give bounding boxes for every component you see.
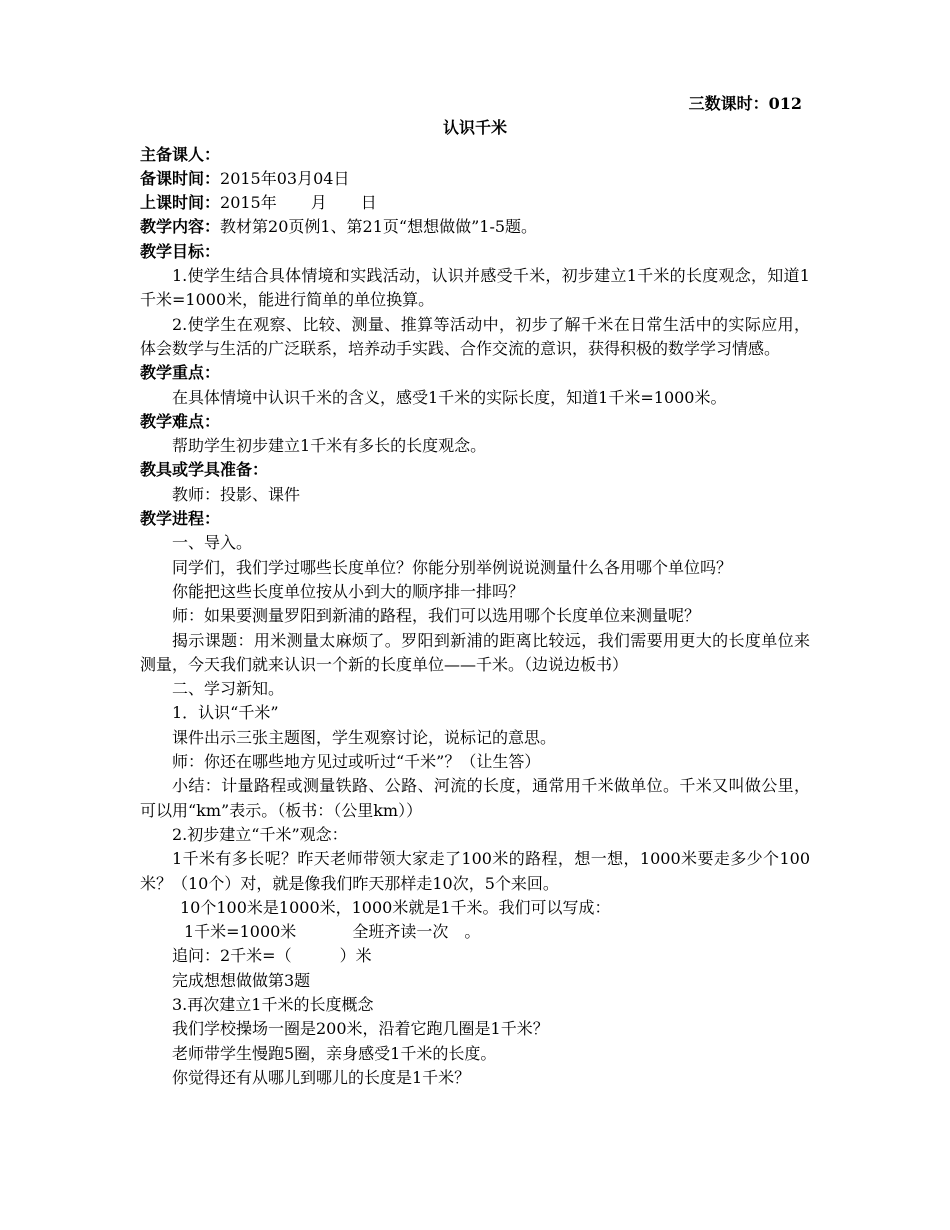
process-paragraph: 1．认识“千米” (172, 703, 279, 723)
process-paragraph: 10个100米是1000米，1000米就是1千米。我们可以写成： (180, 897, 611, 917)
class-time-day: 日 (360, 193, 377, 213)
key-points-label: 教学重点： (140, 363, 221, 383)
content-value: 教材第20页例1、第21页“想想做做”1-5题。 (220, 217, 538, 237)
preparer-label: 主备课人： (140, 144, 221, 164)
process-paragraph: 小结：计量路程或测量铁路、公路、河流的长度，通常用千米做单位。千米又叫做公里，可以用“km”表示。（板书：（公里km）） (140, 776, 810, 820)
content-label: 教学内容： (140, 217, 221, 237)
prep-time-row (140, 167, 810, 191)
process-paragraph: 3.再次建立1千米的长度概念 (172, 994, 374, 1014)
class-time-row (140, 191, 810, 215)
process-paragraph: 课件出示三张主题图，学生观察讨论，说标记的意思。 (172, 727, 557, 747)
process-paragraph: 你能把这些长度单位按从小到大的顺序排一排吗？ (172, 581, 525, 601)
process-label: 教学进程： (140, 509, 221, 529)
process-paragraph: 师：如果要测量罗阳到新浦的路程，我们可以选用哪个长度单位来测量呢？ (172, 606, 701, 626)
process-paragraph: 1千米有多长呢？昨天老师带领大家走了100米的路程，想一想，1000米要走多少个100米？（10个）对，就是像我们昨天那样走10次，5个来回。 (140, 849, 810, 893)
class-time-label: 上课时间： (140, 193, 221, 213)
difficulties-label: 教学难点： (140, 411, 221, 431)
document-page (140, 92, 810, 1090)
goals-label: 教学目标： (140, 241, 221, 261)
class-time-year: 2015年 (220, 193, 277, 213)
difficulties-text: 帮助学生初步建立1千米有多长的长度观念。 (172, 436, 487, 456)
materials-label: 教具或学具准备： (140, 460, 269, 480)
process-paragraph: 完成想想做做第3题 (172, 970, 311, 990)
content-row (140, 215, 810, 239)
followup-row (140, 944, 810, 968)
formula-left: 1千米=1000米 (184, 922, 297, 942)
process-paragraph: 二、学习新知。 (172, 679, 285, 699)
preparer-row (140, 143, 810, 167)
process-paragraph: 同学们，我们学过哪些长度单位？你能分别举例说说测量什么各用哪个单位吗？ (172, 557, 733, 577)
class-time-month: 月 (310, 193, 327, 213)
goal-item-1: 1.使学生结合具体情境和实践活动，认识并感受千米，初步建立1千米的长度观念，知道1千米=1000米，能进行简单的单位换算。 (140, 266, 810, 310)
process-paragraph: 老师带学生慢跑5圈，亲身感受1千米的长度。 (172, 1043, 497, 1063)
goal-item-2: 2.使学生在观察、比较、测量、推算等活动中，初步了解千米在日常生活中的实际应用，体会数学与生活的广泛联系，培养动手实践、合作交流的意识，获得积极的数学学习情感。 (140, 314, 810, 358)
formula-row (140, 920, 810, 944)
materials-text: 教师：投影、课件 (172, 484, 301, 504)
formula-right: 全班齐读一次 。 (352, 922, 481, 942)
followup-suffix: ）米 (339, 946, 372, 966)
process-paragraph: 师：你还在哪些地方见过或听过“千米”？（让生答） (172, 752, 541, 772)
prep-time-label: 备课时间： (140, 168, 221, 188)
prep-time-value: 2015年03月04日 (220, 168, 350, 188)
process-paragraph: 2.初步建立“千米”观念： (172, 824, 348, 844)
process-paragraph: 我们学校操场一圈是200米，沿着它跑几圈是1千米？ (172, 1019, 549, 1039)
followup-prefix: 追问：2千米=（ (172, 946, 292, 966)
key-points-text: 在具体情境中认识千米的含义，感受1千米的实际长度，知道1千米=1000米。 (172, 387, 727, 407)
document-title: 认识千米 (442, 118, 507, 138)
process-paragraph: 一、导入。 (172, 533, 253, 553)
process-paragraph: 你觉得还有从哪儿到哪儿的长度是1千米？ (172, 1067, 471, 1087)
process-paragraph: 揭示课题：用米测量太麻烦了。罗阳到新浦的距离比较远，我们需要用更大的长度单位来测量，今天我们就来认识一个新的长度单位——千米。（边说边板书） (140, 630, 810, 674)
lesson-number: 三数课时：012 (688, 94, 802, 113)
